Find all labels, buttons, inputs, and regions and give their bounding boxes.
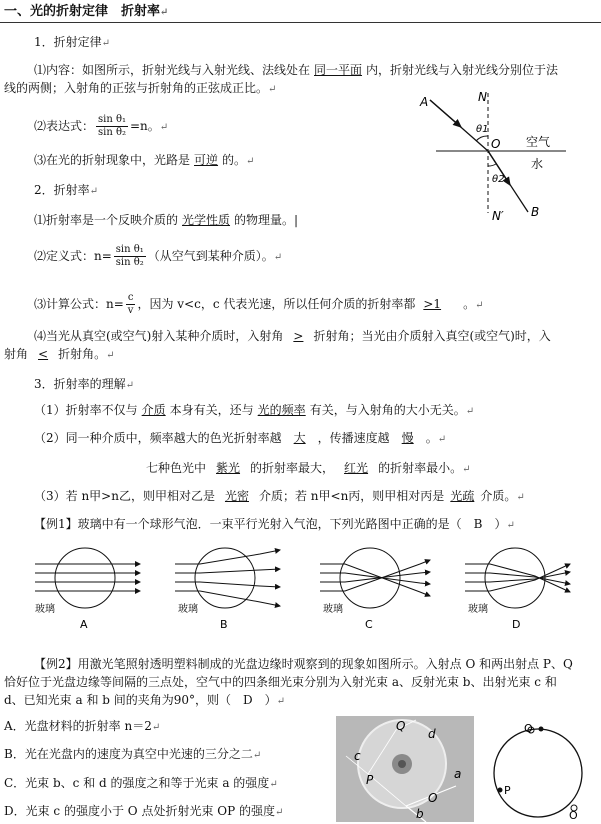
glass-label-c: 玻璃 (323, 604, 343, 615)
s2-def1: ⑴折射率是一个反映介质的 光学性质 的物理量。| (34, 213, 299, 227)
s2-def4-line1: ⑷当光从真空(或空气)射入某种介质时，入射角 > 折射角；当光由介质射入真空(或空气)时，入 (34, 329, 551, 343)
option-d-diagram (465, 548, 570, 631)
label-O: O (491, 137, 501, 151)
photo-label-Q: Q (396, 719, 406, 733)
disc-photo (336, 716, 474, 822)
title-rule (0, 22, 601, 23)
photo-label-a: a (454, 767, 462, 781)
s2-heading: 2．折射率↵ (34, 183, 99, 197)
photo-label-b: b (416, 807, 424, 821)
label-B: B (531, 205, 540, 219)
s1-content-line1: ⑴内容：如图所示，折射光线与入射光线、法线处在 同一平面 内，折射光线与入射光线分别位于法 (34, 63, 559, 77)
option-b-label: B (220, 618, 228, 631)
option-d-label: D (512, 618, 521, 631)
circle-label-O: O (569, 809, 578, 822)
ex1-options-figure (30, 540, 590, 640)
ex2-option-c: C．光束 b、c 和 d 的强度之和等于光束 a 的强度↵ (4, 776, 278, 790)
photo-label-O: O (428, 791, 438, 805)
refraction-diagram (416, 88, 576, 228)
photo-label-d: d (428, 727, 436, 741)
ex2-line1: 【例2】用激光笔照射透明塑料制成的光盘边缘时观察到的现象如图所示。入射点 O 和两出射点 P、Q (34, 657, 573, 671)
glass-label-d: 玻璃 (468, 604, 488, 615)
label-water: 水 (531, 157, 544, 171)
photo-label-c: c (354, 749, 361, 763)
s3-heading: 3．折射率的理解↵ (34, 377, 135, 391)
option-a-label: A (80, 618, 88, 631)
label-A: A (420, 95, 429, 109)
ex1-question: 【例1】玻璃中有一个球形气泡．一束平行光射入气泡，下列光路图中正确的是（ B ）↵ (34, 517, 515, 531)
s3-point2: （2）同一种介质中，频率越大的色光折射率越 大 ，传播速度越 慢 。↵ (34, 431, 447, 445)
circle-label-P: P (504, 784, 511, 797)
s3-point3: （3）若 n甲>n乙，则甲相对乙是 光密 介质；若 n甲<n丙，则甲相对丙是 光疏 介质。↵ (34, 489, 525, 503)
disc-circle-diagram (484, 718, 594, 822)
option-c-label: C (365, 618, 373, 631)
s1-expression: ⑵表达式： $\frac{\text{sin θ₁}}{\text{sin θ₂}}$ =n。↵ (34, 114, 169, 138)
option-b-diagram (175, 548, 280, 631)
s1-heading: 1．折射定律↵ (34, 35, 111, 49)
circle-label-Q: Q (524, 722, 533, 735)
s3-point1: （1）折射率不仅与 介质 本身有关，还与 光的频率 有关，与入射角的大小无关。↵ (34, 403, 475, 417)
s2-def4-line2: 射角 < 折射角。↵ (4, 347, 115, 361)
glass-label-a: 玻璃 (35, 604, 55, 615)
photo-label-P: P (366, 773, 374, 787)
s1-reversible: ⑶在光的折射现象中，光路是 可逆 的。↵ (34, 153, 255, 167)
s3-point2-line2: 七种色光中 紫光 的折射率最大， 红光 的折射率最小。↵ (146, 461, 471, 475)
section-title: 一、光的折射定律 折射率↵ (4, 4, 169, 19)
s2-def2: ⑵定义式：n= $\frac{\text{sin θ₁}}{\text{sin θ₂}}$ （从空气到某种介质）。↵ (34, 244, 283, 268)
s2-def3: ⑶计算公式：n= $\frac{c}{v}$ ，因为 v<c，c 代表光速，所以任何介质的折射率都 >1 。↵ (34, 292, 484, 316)
ex2-line3: d、已知光束 a 和 b 间的夹角为90°，则（ D ）↵ (4, 693, 286, 707)
ex2-option-b: B．光在光盘内的速度为真空中光速的三分之二↵ (4, 747, 262, 761)
label-Nprime: N′ (492, 209, 504, 223)
ex2-option-d: D．光束 c 的强度小于 O 点处折射光束 OP 的强度↵ (4, 804, 284, 818)
label-air: 空气 (526, 135, 551, 149)
label-theta2: θ2 (492, 174, 505, 185)
label-theta1: θ1 (476, 124, 489, 135)
option-c-diagram (320, 548, 430, 631)
label-N: N (478, 90, 487, 104)
ex2-line2: 恰好位于光盘边缘等间隔的三点处，空气中的四条细光束分别为入射光束 a、反射光束 b、出射光束 c 和 (4, 675, 557, 689)
option-a-diagram (35, 548, 140, 631)
glass-label-b: 玻璃 (178, 604, 198, 615)
ex2-option-a: A．光盘材料的折射率 n＝2↵ (4, 719, 161, 733)
s1-content-line2: 线的两侧；入射角的正弦与折射角的正弦成正比。↵ (4, 81, 277, 95)
